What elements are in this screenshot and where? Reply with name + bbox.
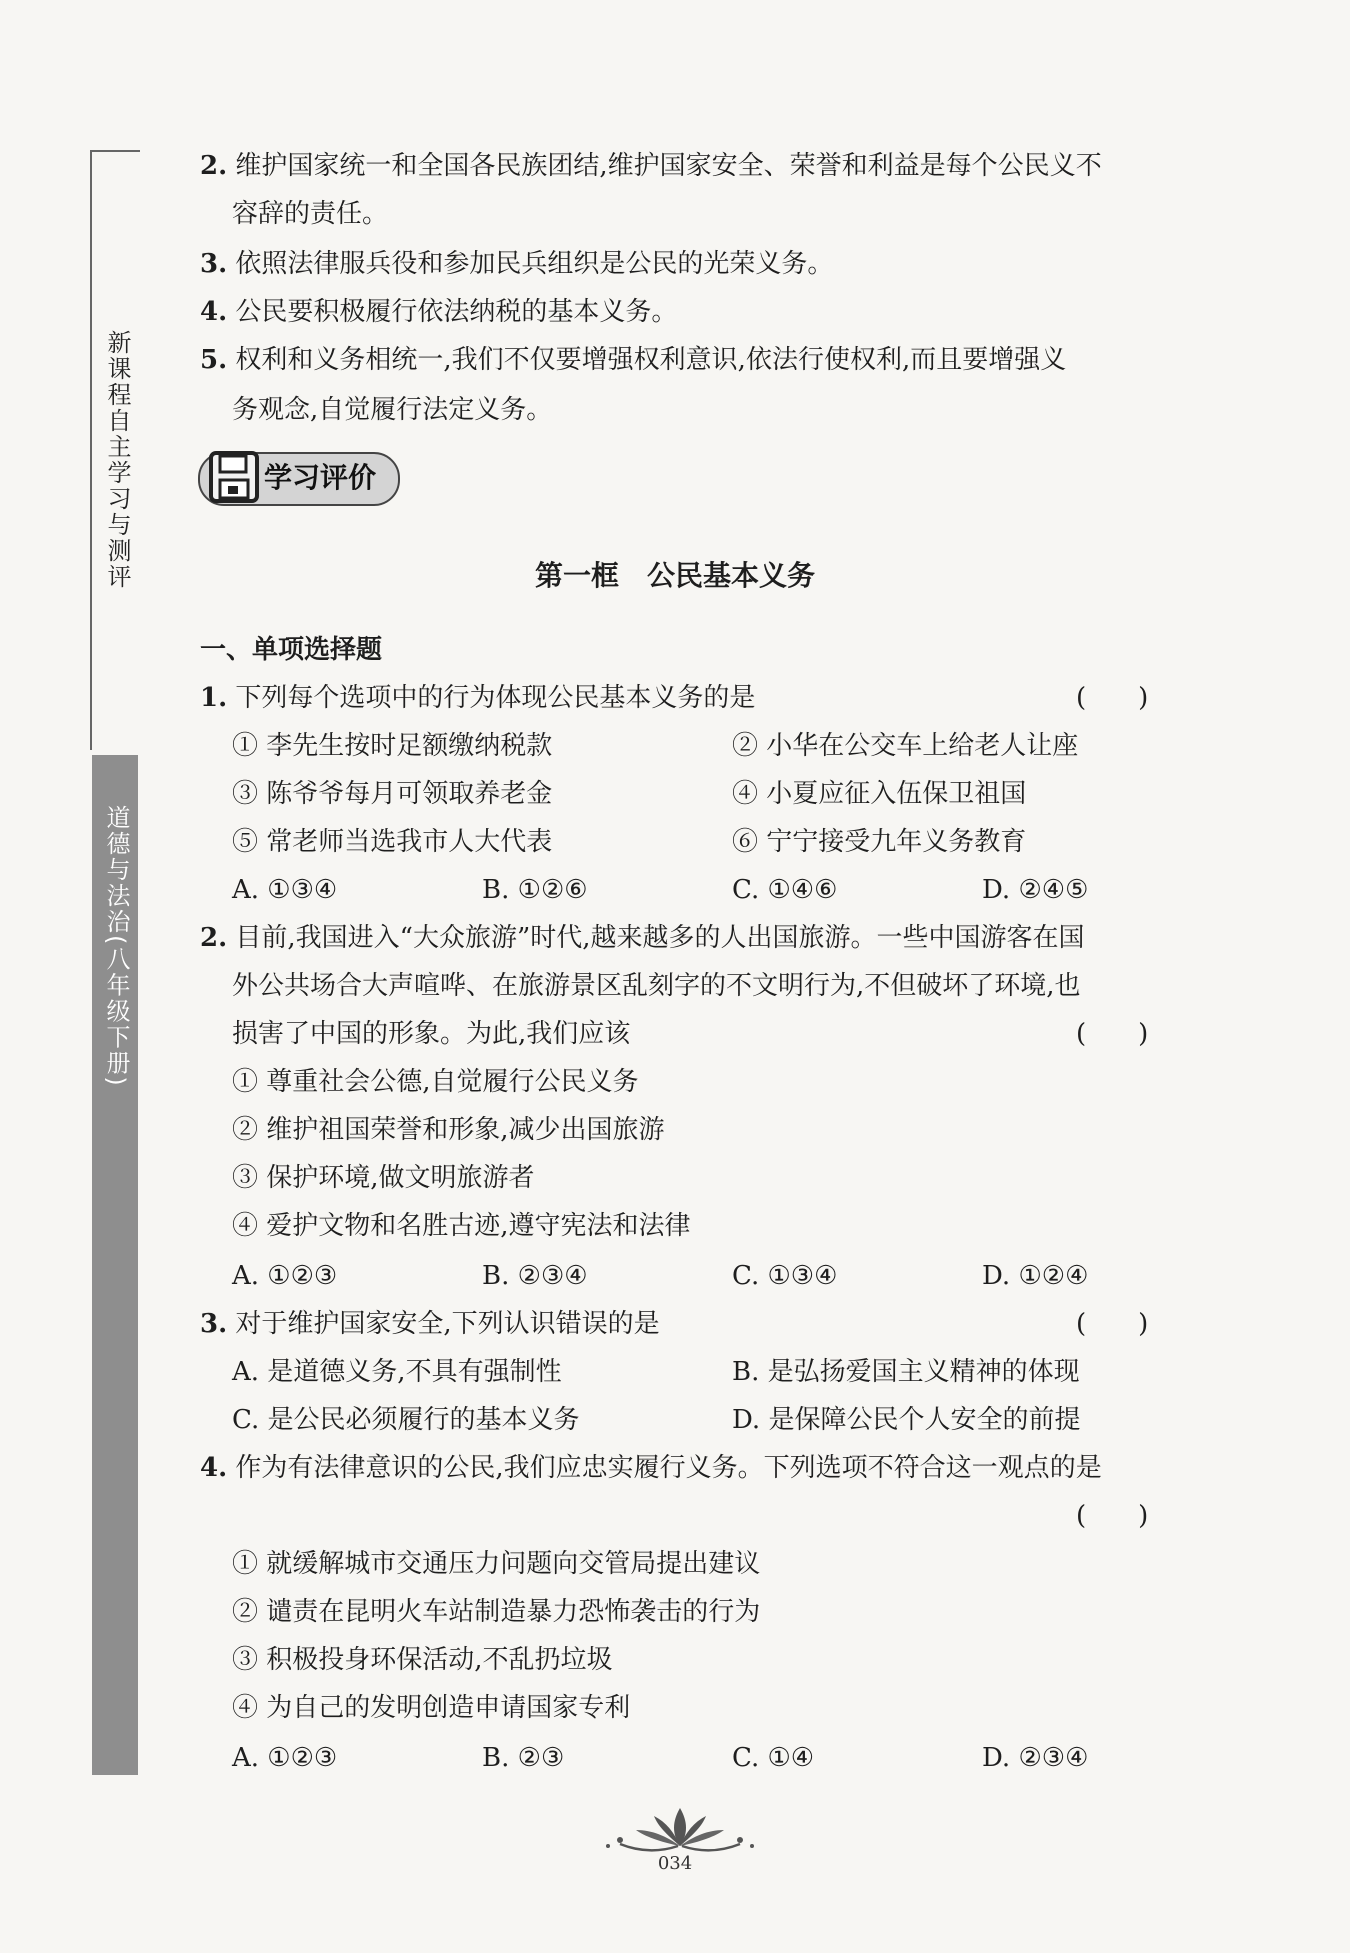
- series-title: 新课程自主学习与测评: [103, 330, 131, 590]
- side-rule: [90, 150, 92, 750]
- q1-item-5: ⑤ 常老师当选我市人大代表: [232, 827, 553, 857]
- q1-choice-d: D. ②④⑤: [982, 875, 1089, 905]
- q3-choice-d: D. 是保障公民个人安全的前提: [732, 1405, 1081, 1435]
- q4-item-1: ① 就缓解城市交通压力问题向交管局提出建议: [232, 1549, 761, 1579]
- q1-item-1: ① 李先生按时足额缴纳税款: [232, 731, 553, 761]
- intro-point-2-cont: 容辞的责任。: [232, 199, 389, 229]
- q4-item-2: ② 谴责在昆明火车站制造暴力恐怖袭击的行为: [232, 1597, 761, 1627]
- question-2-stem-cont-1: 外公共场合大声喧哗、在旅游景区乱刻字的不文明行为,不但破坏了环境,也: [232, 971, 1081, 1001]
- floppy-disk-icon: [208, 450, 260, 504]
- q2-item-1: ① 尊重社会公德,自觉履行公民义务: [232, 1067, 639, 1097]
- question-2-stem: 2. 目前,我国进入“大众旅游”时代,越来越多的人出国旅游。一些中国游客在国: [200, 923, 1085, 953]
- intro-point-2: 2. 维护国家统一和全国各民族团结,维护国家安全、荣誉和利益是每个公民义不: [200, 151, 1102, 181]
- page-number: 034: [657, 1853, 693, 1874]
- answer-blank-1: ( ): [1076, 683, 1149, 713]
- q1-choice-c: C. ①④⑥: [732, 875, 838, 905]
- side-rule-top: [90, 150, 140, 152]
- q4-item-4: ④ 为自己的发明创造申请国家专利: [232, 1693, 631, 1723]
- badge-label: 学习评价: [264, 461, 377, 494]
- answer-blank-3: ( ): [1076, 1309, 1149, 1339]
- question-type-heading: 一、单项选择题: [200, 635, 383, 665]
- q1-item-6: ⑥ 宁宁接受九年义务教育: [732, 827, 1027, 857]
- q2-choice-c: C. ①③④: [732, 1261, 838, 1291]
- q2-choice-d: D. ①②④: [982, 1261, 1089, 1291]
- floral-ornament-icon: [600, 1800, 760, 1860]
- q2-item-2: ② 维护祖国荣誉和形象,减少出国旅游: [232, 1115, 665, 1145]
- q2-item-3: ③ 保护环境,做文明旅游者: [232, 1163, 535, 1193]
- q3-choice-a: A. 是道德义务,不具有强制性: [232, 1357, 562, 1387]
- intro-point-4: 4. 公民要积极履行依法纳税的基本义务。: [200, 297, 678, 327]
- intro-point-3: 3. 依照法律服兵役和参加民兵组织是公民的光荣义务。: [200, 249, 834, 279]
- question-2-stem-cont-2: 损害了中国的形象。为此,我们应该: [232, 1019, 631, 1049]
- q4-item-3: ③ 积极投身环保活动,不乱扔垃圾: [232, 1645, 613, 1675]
- q2-choice-b: B. ②③④: [482, 1261, 588, 1291]
- q1-item-4: ④ 小夏应征入伍保卫祖国: [732, 779, 1027, 809]
- question-1-stem: 1. 下列每个选项中的行为体现公民基本义务的是: [200, 683, 756, 713]
- q3-choice-c: C. 是公民必须履行的基本义务: [232, 1405, 580, 1435]
- q4-choice-b: B. ②③: [482, 1743, 565, 1773]
- study-evaluation-badge: [198, 452, 400, 506]
- section-title: 第一框 公民基本义务: [534, 559, 815, 592]
- q4-choice-c: C. ①④: [732, 1743, 815, 1773]
- subject-title: 道德与法治(八年级下册): [102, 805, 130, 1088]
- q4-choice-d: D. ②③④: [982, 1743, 1089, 1773]
- intro-point-5-cont: 务观念,自觉履行法定义务。: [232, 395, 553, 425]
- q1-choice-b: B. ①②⑥: [482, 875, 588, 905]
- question-4-stem: 4. 作为有法律意识的公民,我们应忠实履行义务。下列选项不符合这一观点的是: [200, 1453, 1102, 1483]
- q2-choice-a: A. ①②③: [232, 1261, 338, 1291]
- answer-blank-4: ( ): [1076, 1501, 1149, 1531]
- q2-item-4: ④ 爱护文物和名胜古迹,遵守宪法和法律: [232, 1211, 691, 1241]
- q4-choice-a: A. ①②③: [232, 1743, 338, 1773]
- q1-choice-a: A. ①③④: [232, 875, 338, 905]
- intro-point-5: 5. 权利和义务相统一,我们不仅要增强权利意识,依法行使权利,而且要增强义: [200, 345, 1067, 375]
- answer-blank-2: ( ): [1076, 1019, 1149, 1049]
- question-3-stem: 3. 对于维护国家安全,下列认识错误的是: [200, 1309, 660, 1339]
- q3-choice-b: B. 是弘扬爱国主义精神的体现: [732, 1357, 1080, 1387]
- q1-item-2: ② 小华在公交车上给老人让座: [732, 731, 1079, 761]
- q1-item-3: ③ 陈爷爷每月可领取养老金: [232, 779, 553, 809]
